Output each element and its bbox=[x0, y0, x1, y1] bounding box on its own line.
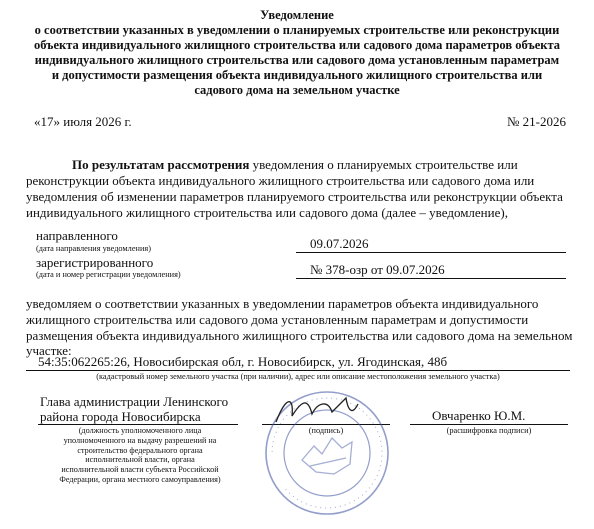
registered-label: зарегистрированного bbox=[36, 255, 154, 270]
signer-caption-line: (должность уполномоченного лица bbox=[78, 426, 202, 435]
document-date: «17» июля 2026 г. bbox=[34, 114, 132, 129]
signer-caption-line: исполнительной власти субъекта Российской bbox=[61, 465, 219, 475]
intro-line-first bbox=[72, 157, 518, 173]
intro-line: уведомления об изменении параметров планируемого строительства или реконструкции объекта bbox=[26, 189, 563, 204]
notify-line: уведомляем о соответствии указанных в уведомлении параметров объекта индивидуального bbox=[26, 296, 539, 311]
title-line: Уведомление bbox=[260, 8, 334, 22]
intro-line: индивидуального жилищного строительства или садового дома (далее – уведомление), bbox=[26, 205, 508, 220]
document-number: № 21-2026 bbox=[507, 114, 566, 129]
signer-line: района города Новосибирска bbox=[40, 409, 201, 424]
signer-caption-line: строительство федерального органа bbox=[77, 445, 203, 455]
intro-line: реконструкции объекта индивидуального жилищного строительства или садового дома или bbox=[26, 173, 535, 188]
notify-line: участке: bbox=[26, 343, 72, 358]
document-title bbox=[8, 8, 586, 98]
signer-caption bbox=[34, 426, 246, 485]
sent-caption: (дата направления уведомления) bbox=[36, 244, 151, 253]
signer-line: Глава администрации Ленинского bbox=[40, 394, 229, 409]
decoding-caption: (расшифровка подписи) bbox=[446, 426, 532, 435]
title-line: и допустимости размещения объекта индивидуального жилищного строительства или bbox=[51, 68, 543, 82]
sent-field bbox=[296, 238, 566, 253]
notify-line: жилищного строительства или садового дома установленным параметрам и допустимости bbox=[26, 312, 529, 327]
registered-caption: (дата и номер регистрации уведомления) bbox=[36, 270, 181, 279]
decoding-field bbox=[410, 410, 568, 425]
signer-caption-line: Федерации, органа местного самоуправления) bbox=[59, 474, 221, 484]
decoding-value: Овчаренко Ю.М. bbox=[432, 408, 526, 423]
parcel-value: 54:35:062265:26, Новосибирская обл, г. Новосибирск, ул. Ягодинская, 48б bbox=[38, 354, 448, 369]
svg-text:······························: ······························································ bbox=[267, 393, 387, 513]
sent-value: 09.07.2026 bbox=[310, 236, 369, 251]
title-line: о соответствии указанных в уведомлении о планируемых строительстве или реконструкции bbox=[34, 23, 560, 37]
title-line: садового дома на земельном участке bbox=[194, 83, 400, 97]
registered-field bbox=[296, 264, 566, 279]
title-line: индивидуального жилищного строительства или садового дома установленным параметрам bbox=[34, 53, 560, 67]
intro-text: уведомления о планируемых строительстве или bbox=[249, 157, 518, 172]
intro-bold-lead: По результатам рассмотрения bbox=[72, 157, 250, 172]
signer-caption-line: исполнительной власти, органа bbox=[85, 455, 195, 465]
parcel-caption: (кадастровый номер земельного участка (при наличии), адрес или описание местоположения земельного участка) bbox=[96, 372, 500, 381]
registered-value: № 378-озр от 09.07.2026 bbox=[310, 262, 445, 277]
signer-caption-line: уполномоченного на выдачу разрешений на bbox=[63, 435, 217, 445]
signature-scribble bbox=[272, 392, 362, 430]
parcel-field bbox=[26, 356, 570, 371]
notify-line: размещения объекта индивидуального жилищного строительства или садового дома на земельном bbox=[26, 328, 573, 343]
signer-rule bbox=[38, 410, 238, 425]
sent-label: направленного bbox=[36, 228, 118, 243]
title-line: объекта индивидуального жилищного строительства или садового дома параметров объекта bbox=[33, 38, 561, 52]
signature-caption: (подпись) bbox=[308, 426, 344, 435]
